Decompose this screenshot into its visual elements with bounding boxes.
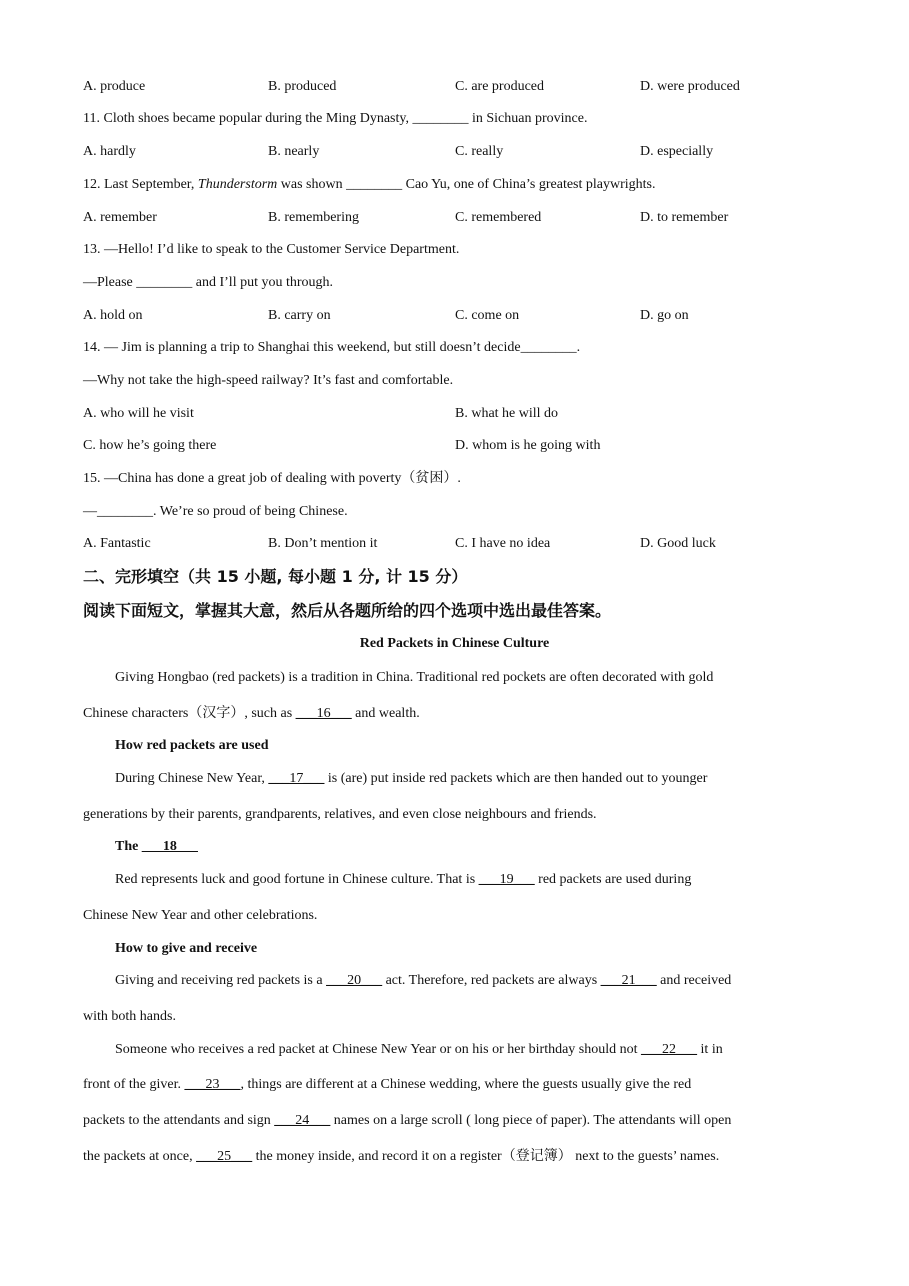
q11-stem-a: 11. Cloth shoes became popular during the Ming Dynasty, — [83, 111, 413, 126]
p1-text-post: and wealth. — [351, 706, 420, 721]
q11-option-c: C. really — [455, 144, 504, 159]
passage-p3-line-1 — [115, 871, 691, 889]
q12-title-italic: Thunderstorm — [197, 177, 278, 192]
q12-option-a: A. remember — [83, 210, 157, 225]
p5d-text-post: the money inside, and record it on a register（登记簿） next to the guests’ names. — [252, 1149, 720, 1164]
passage-p1-line-1: Giving Hongbao (red packets) is a tradition in China. Traditional red pockets are often decorated with gold — [115, 670, 714, 685]
blank-21: ___21___ — [600, 973, 657, 988]
subheading-the-18 — [115, 838, 198, 856]
p3-text-post: red packets are used during — [534, 872, 692, 887]
q15-line-2: —________. We’re so proud of being Chinese. — [83, 504, 348, 519]
q10-option-b: B. produced — [268, 79, 337, 94]
q14-option-c: C. how he’s going there — [83, 438, 217, 453]
q14-line-2: —Why not take the high-speed railway? It’s fast and comfortable. — [83, 373, 454, 388]
q10-option-d: D. were produced — [640, 79, 740, 94]
blank-23: ___23___ — [184, 1077, 241, 1092]
q13-line-2: —Please ________ and I’ll put you through. — [83, 275, 334, 290]
passage-title: Red Packets in Chinese Culture — [359, 636, 550, 651]
q15-option-b: B. Don’t mention it — [268, 536, 378, 551]
q14-option-a: A. who will he visit — [83, 406, 194, 421]
blank-22: ___22___ — [641, 1042, 698, 1057]
q11-option-b: B. nearly — [268, 144, 320, 159]
q10-option-c: C. are produced — [455, 79, 545, 94]
q14-option-b: B. what he will do — [455, 406, 559, 421]
q13-option-c: C. come on — [455, 308, 520, 323]
passage-p1-line-2 — [83, 705, 420, 723]
p4-text-post: and received — [656, 973, 732, 988]
passage-p5-line-2 — [83, 1076, 691, 1094]
p3-text-pre: Red represents luck and good fortune in Chinese culture. That is — [115, 872, 479, 887]
q15-line-1: 15. —China has done a great job of dealing with poverty（贫困）. — [83, 471, 461, 486]
p5c-text-post: names on a large scroll ( long piece of paper). The attendants will open — [330, 1113, 732, 1128]
q12-option-c: C. remembered — [455, 210, 542, 225]
q13-option-d: D. go on — [640, 308, 689, 323]
p4-text-pre: Giving and receiving red packets is a — [115, 973, 327, 988]
q14-line-1: 14. — Jim is planning a trip to Shanghai this weekend, but still doesn’t decide________. — [83, 340, 581, 355]
section-heading: 二、完形填空（共 15 小题, 每小题 1 分, 计 15 分） — [83, 567, 468, 586]
q13-option-a: A. hold on — [83, 308, 143, 323]
passage-p4-line-1 — [115, 972, 731, 990]
q13-line-1: 13. —Hello! I’d like to speak to the Customer Service Department. — [83, 242, 460, 257]
blank-16: ___16___ — [295, 706, 352, 721]
q12-stem — [83, 176, 656, 194]
p2-text-pre: During Chinese New Year, — [115, 771, 269, 786]
p4-text-mid: act. Therefore, red packets are always — [382, 973, 601, 988]
q15-option-a: A. Fantastic — [83, 536, 151, 551]
q15-option-c: C. I have no idea — [455, 536, 551, 551]
q11-blank: ________ — [412, 111, 469, 126]
q13-option-b: B. carry on — [268, 308, 331, 323]
passage-p5-line-3 — [83, 1112, 731, 1130]
passage-p2-line-1 — [115, 770, 707, 788]
p5-text-post: it in — [697, 1042, 723, 1057]
p5b-text-pre: front of the giver. — [83, 1077, 185, 1092]
subheading-the-text: The — [115, 839, 142, 854]
q11-option-a: A. hardly — [83, 144, 136, 159]
blank-19: ___19___ — [478, 872, 535, 887]
q10-option-a: A. produce — [83, 79, 146, 94]
p1-text-pre: Chinese characters（汉字）, such as — [83, 706, 296, 721]
section-instruction: 阅读下面短文，掌握其大意，然后从各题所给的四个选项中选出最佳答案。 — [83, 601, 612, 620]
blank-24: ___24___ — [274, 1113, 331, 1128]
q12-stem-a: 12. Last September, — [83, 177, 198, 192]
subheading-how-give: How to give and receive — [115, 941, 258, 956]
q12-option-d: D. to remember — [640, 210, 729, 225]
q11-option-d: D. especially — [640, 144, 714, 159]
blank-17: ___17___ — [268, 771, 325, 786]
blank-18: ___18___ — [141, 839, 198, 854]
passage-p2-line-2: generations by their parents, grandparents, relatives, and even close neighbours and friends. — [83, 807, 597, 822]
p5b-text-post: , things are different at a Chinese wedding, where the guests usually give the red — [240, 1077, 692, 1092]
passage-p3-line-2: Chinese New Year and other celebrations. — [83, 908, 318, 923]
q12-stem-b: was shown ________ Cao Yu, one of China’s greatest playwrights. — [277, 177, 656, 192]
q12-option-b: B. remembering — [268, 210, 359, 225]
blank-20: ___20___ — [326, 973, 383, 988]
passage-p5-line-1 — [115, 1041, 723, 1059]
passage-p5-line-4 — [83, 1148, 719, 1166]
p5-text-pre: Someone who receives a red packet at Chinese New Year or on his or her birthday should not — [115, 1042, 642, 1057]
p2-text-post: is (are) put inside red packets which are then handed out to younger — [324, 771, 708, 786]
q11-stem-b: in Sichuan province. — [468, 111, 588, 126]
blank-25: ___25___ — [196, 1149, 253, 1164]
q14-option-d: D. whom is he going with — [455, 438, 601, 453]
q15-option-d: D. Good luck — [640, 536, 716, 551]
subheading-how-used: How red packets are used — [115, 738, 269, 753]
p5c-text-pre: packets to the attendants and sign — [83, 1113, 275, 1128]
p5d-text-pre: the packets at once, — [83, 1149, 197, 1164]
q11-stem — [83, 110, 587, 128]
passage-p4-line-2: with both hands. — [83, 1009, 176, 1024]
